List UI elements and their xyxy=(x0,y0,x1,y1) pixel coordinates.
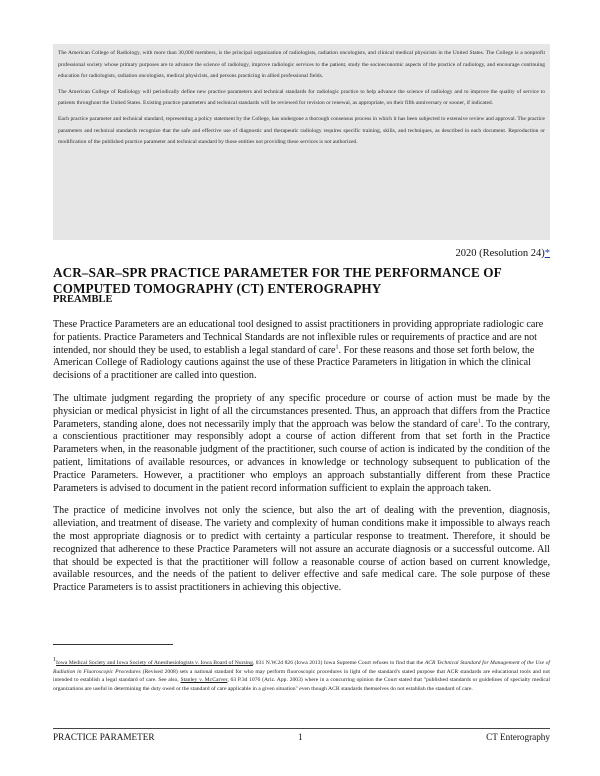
body-text xyxy=(53,319,550,605)
page-footer xyxy=(53,732,550,746)
footer-divider xyxy=(53,728,550,729)
footer-left: PRACTICE PARAMETER xyxy=(53,732,155,742)
footnote-number: 1 xyxy=(53,657,56,664)
resolution-text: 2020 (Resolution 24) xyxy=(455,248,545,259)
resolution-footnote-link[interactable]: * xyxy=(544,248,550,259)
notice-paragraph: The American College of Radiology will periodically define new practice parameters and technical standards for radiologic practice to help advance the science of radiology and to improve the quality of service to patients throughout the United States. Existing practice parameters and technical standards will be reviewed for revision or renewal, as appropriate, on their fifth anniversary or sooner, if indicated. xyxy=(58,88,545,107)
page-number: 1 xyxy=(298,732,303,742)
footnote-ref: 1 xyxy=(477,418,481,425)
footer-right: CT Enterography xyxy=(486,732,550,742)
paragraph-1: These Practice Parameters are an educational tool designed to assist practitioners in providing appropriate radiologic care for patients. Practice Parameters and Technical Standards are not inflexible rules or requirements of practice and are not intended, nor should they be used, to establish a legal standard of care$^1$. For these reasons and those set forth below, the American College of Radiology cautions against the use of these Practice Parameters in litigation in which the clinical decisions of a practitioner are called into question. xyxy=(53,319,544,382)
case-link[interactable]: Stanley v. McCarver xyxy=(180,677,228,684)
footnote-divider xyxy=(53,644,173,645)
document-title xyxy=(53,248,550,296)
paragraph-2: The ultimate judgment regarding the propriety of any specific procedure or course of action must be made by the physician or medical physicist in light of all the circumstances presented. Thus, an approach that differs from the Practice Parameters, standing alone, does not necessarily imply that the approach was below the standard of care$^1$. To the contrary, a conscientious practitioner may responsibly adopt a course of action different from that set forth in the Practice Parameters when, in the reasonable judgment of the practitioner, such course of action is indicated by the condition of the patient, limitations of available resources, or advances in knowledge or technology subsequent to publication of the Practice Parameters. However, a practitioner who employs an approach substantially different from these Practice Parameters is advised to document in the patient record information sufficient to explain the approach taken. xyxy=(53,392,551,494)
footnote-ref: 1 xyxy=(335,344,339,351)
notice-paragraph: The American College of Radiology, with more than 30,000 members, is the principal organization of radiologists, radiation oncologists, and clinical medical physicists in the United States. The College is a nonprofit professional society whose primary purposes are to advance the science of radiology, improve radiologic services to the patient, study the socioeconomic aspects of the practice of radiology, and encourage continuing education for radiologists, radiation oncologists, medical physicists, and persons practicing in allied professional fields. xyxy=(58,50,545,80)
notice-paragraph: Each practice parameter and technical standard, representing a policy statement by the College, has undergone a thorough consensus process in which it has been subjected to extensive review and approval. The practice parameters and technical standards recognize that the safe and effective use of diagnostic and therapeutic radiology requires specific training, skills, and techniques, as described in each document. Reproduction or modification of the published practice parameter and technical standard by those entities not providing these services is not authorized. xyxy=(58,115,545,146)
title-line-1: ACR–SAR–SPR PRACTICE PARAMETER FOR THE PERFORMANCE OF xyxy=(53,265,502,280)
paragraph-3: The practice of medicine involves not only the science, but also the art of dealing with the prevention, diagnosis, alleviation, and treatment of disease. The variety and complexity of human conditions make it impossible to always reach the most appropriate diagnosis or to predict with certainty a particular response to treatment. Therefore, it should be recognized that adherence to these Practice Parameters will not assure an accurate diagnosis or a successful outcome. All that should be expected is that the practitioner will follow a reasonable course of action based on current knowledge, available resources, and the needs of the patient to deliver effective and safe medical care. The sole purpose of these Practice Parameters is to assist practitioners in achieving this objective. xyxy=(53,505,550,594)
title-line-2: COMPUTED TOMOGRAPHY (CT) ENTEROGRAPHY xyxy=(53,280,382,296)
acr-notice-box xyxy=(53,44,550,240)
section-heading: PREAMBLE xyxy=(53,294,113,305)
case-link[interactable]: Iowa Medical Society and Iowa Society of Anesthesiologists v. Iowa Board of Nursing xyxy=(56,660,253,666)
footnote: $^1$Iowa Medical Society and Iowa Society of Anesthesiologists v. Iowa Board of Nursing, 831 N.W.2d 826 (Iowa 2013) Iowa Supreme Court refuses to find that the ACR Technical Standard for Management of the Use of Radiation in Fluoroscopic Procedures (Revised 2008) sets a national standard for who may perform fluoroscopic procedures in light of the standard's stated purpose that ACR standards are educational tools and not intended to establish a legal standard of care. See also, Stanley v. McCarver, 63 P.3d 1076 (Ariz. App. 2003) where in a concurring opinion the Court stated that "published standards or guidelines of specialty medical organizations are useful in determining the duty owed or the standard of care applicable in a given situation" even though ACR standards themselves do not establish the standard of care. xyxy=(53,657,551,692)
